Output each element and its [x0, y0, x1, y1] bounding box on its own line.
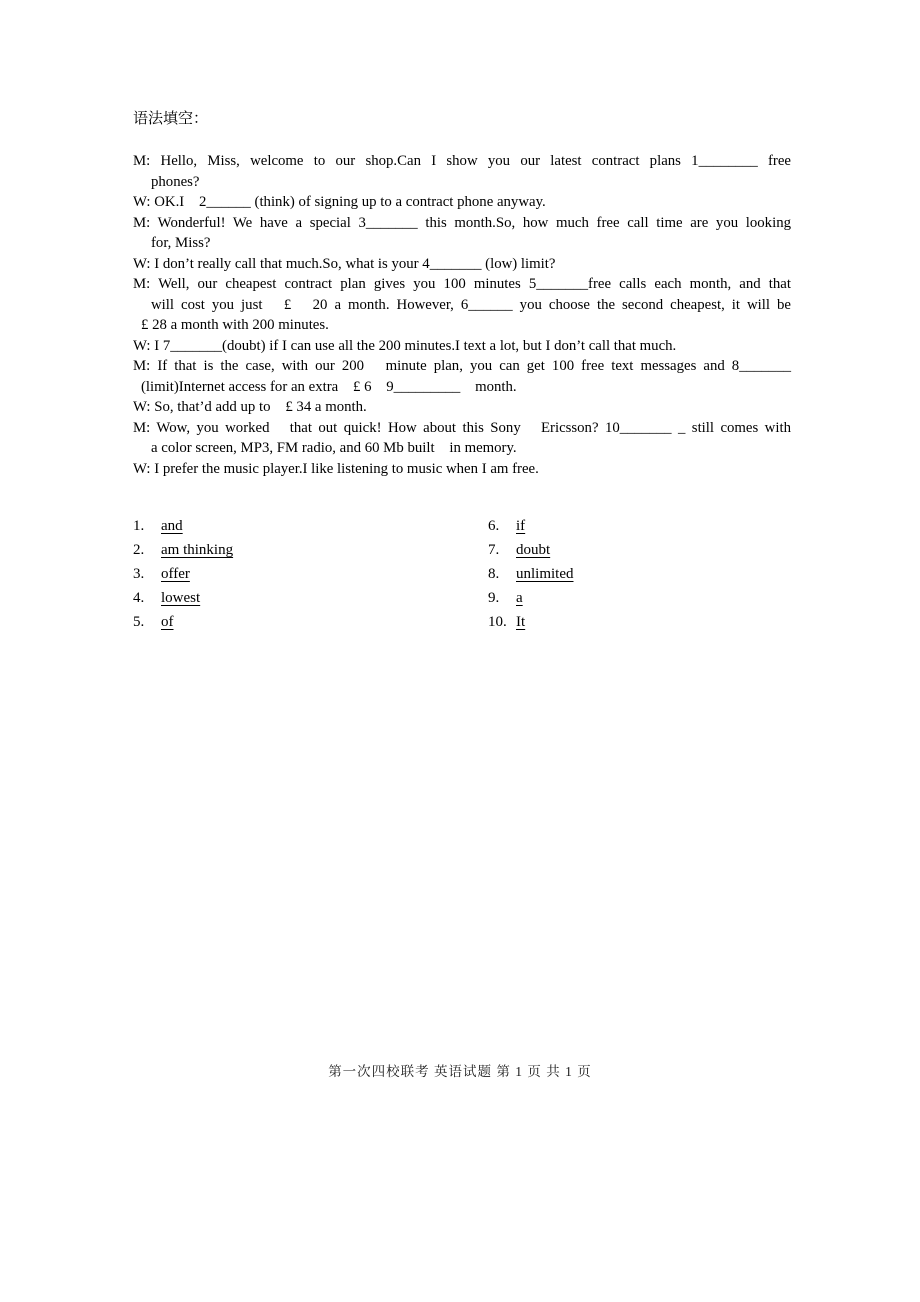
answer-word: and	[161, 518, 183, 534]
answer-item	[133, 514, 488, 538]
answer-word: lowest	[161, 590, 201, 606]
dialogue-line: W: I prefer the music player.I like listening to music when I am free.	[133, 460, 539, 477]
dialogue-line: a color screen, MP3, FM radio, and 60 Mb built in memory.	[151, 440, 517, 456]
answer-item	[133, 538, 488, 562]
dialogue-line: M: If that is the case, with our 200 minute plan, you can get 100 free text messages and 8_______	[133, 358, 791, 374]
dialogue-line: M: Hello, Miss, welcome to our shop.Can I show you our latest contract plans 1________ free	[133, 153, 791, 169]
answer-number: 2.	[133, 542, 145, 558]
dialogue-line: W: OK.I 2______ (think) of signing up to a contract phone anyway.	[133, 194, 546, 210]
dialogue-line: M: Wonderful! We have a special 3_______ this month.So, how much free call time are you looking	[133, 214, 791, 231]
dialogue-line: W: I don’t really call that much.So, what is your 4_______ (low) limit?	[133, 255, 556, 272]
answer-item	[133, 586, 488, 610]
answer-item	[488, 610, 788, 634]
answer-number: 9.	[488, 590, 500, 606]
dialogue-line: £ 28 a month with 200 minutes.	[141, 317, 329, 333]
dialogue-line: M: Wow, you worked that out quick! How about this Sony Ericsson? 10_______ _ still comes with	[133, 419, 791, 436]
answer-item	[488, 514, 788, 538]
dialogue-line: will cost you just £ 20 a month. However, 6______ you choose the second cheapest, it will be	[151, 296, 791, 313]
answer-key	[133, 514, 791, 634]
answer-number: 5.	[133, 614, 145, 630]
answer-item	[488, 586, 788, 610]
answer-number: 3.	[133, 566, 145, 582]
answer-number: 10.	[488, 614, 507, 630]
answer-item	[488, 538, 788, 562]
page-footer: 第一次四校联考 英语试题 第 1 页 共 1 页	[328, 1064, 592, 1079]
dialogue-line: W: I 7_______(doubt) if I can use all the 200 minutes.I text a lot, but I don’t call that much.	[133, 337, 677, 354]
dialogue-line: phones?	[151, 173, 200, 190]
dialogue-line: M: Well, our cheapest contract plan gives you 100 minutes 5_______free calls each month, and that	[133, 276, 791, 292]
section-title: 语法填空：	[133, 111, 209, 127]
answer-item	[488, 562, 788, 586]
answers-right	[488, 514, 788, 634]
dialogue	[133, 151, 791, 479]
answer-item	[133, 610, 488, 634]
answer-word: a	[516, 590, 523, 606]
answer-number: 4.	[133, 590, 145, 606]
answer-word: offer	[161, 566, 190, 582]
answer-word: doubt	[516, 542, 551, 558]
answer-number: 6.	[488, 518, 500, 534]
answer-word: It	[516, 614, 526, 630]
answer-word: of	[161, 614, 174, 630]
answer-word: unlimited	[516, 566, 574, 582]
dialogue-line: W: So, that’d add up to £ 34 a month.	[133, 399, 367, 415]
answer-item	[133, 562, 488, 586]
answer-number: 8.	[488, 566, 500, 582]
answer-word: if	[516, 518, 526, 534]
answer-number: 7.	[488, 542, 500, 558]
answer-number: 1.	[133, 518, 145, 534]
answers-left	[133, 514, 488, 634]
answer-word: am thinking	[161, 542, 234, 558]
dialogue-line: for, Miss?	[151, 235, 211, 251]
dialogue-line: (limit)Internet access for an extra £ 6 9_________ month.	[141, 378, 517, 395]
